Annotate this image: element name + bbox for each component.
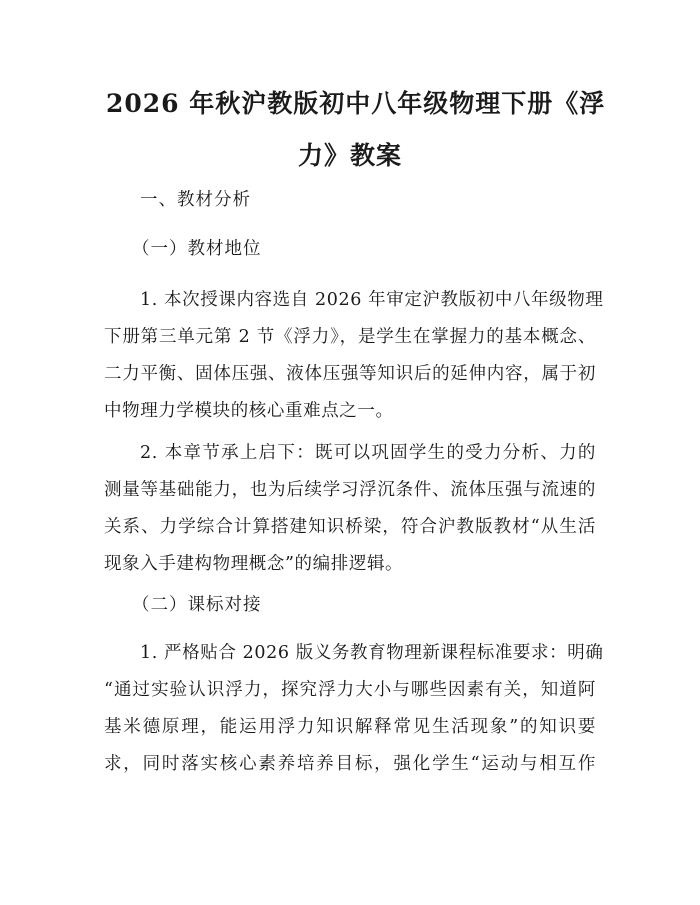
paragraph: [104, 435, 596, 583]
title-line: 力》教案: [297, 141, 402, 170]
paragraph-line: 中物理力学模块的核心重难点之一。: [104, 401, 394, 421]
paragraph-line: 下册第三单元第 2 节《浮力》，是学生在掌握力的基本概念、: [104, 327, 596, 347]
paragraph-line: 求，同时落实核心素养培养目标，强化学生“运动与相互作: [104, 754, 596, 774]
title-line: 2026 年秋沪教版初中八年级物理下册《浮: [106, 89, 606, 118]
subsection-heading: （二）课标对接: [132, 595, 262, 615]
paragraph: [104, 635, 604, 783]
paragraph-line: “通过实验认识浮力，探究浮力大小与哪些因素有关，知道阿: [104, 680, 596, 700]
subsection-heading: （一）教材地位: [132, 239, 262, 259]
paragraph-line: 测量等基础能力，也为后续学习浮沉条件、流体压强与流速的: [104, 480, 596, 500]
paragraph-line: 1. 严格贴合 2026 版义务教育物理新课程标准要求：明确: [140, 643, 604, 663]
paragraph-line: 1. 本次授课内容选自 2026 年审定沪教版初中八年级物理: [140, 290, 604, 310]
paragraph-line: 二力平衡、固体压强、液体压强等知识后的延伸内容，属于初: [104, 364, 596, 384]
paragraph-line: 基米德原理，能运用浮力知识解释常见生活现象”的知识要: [104, 717, 596, 737]
paragraph-line: 2. 本章节承上启下：既可以巩固学生的受力分析、力的: [140, 443, 596, 463]
document-title: [106, 78, 606, 182]
paragraph-line: 现象入手建构物理概念”的编排逻辑。: [104, 554, 404, 574]
paragraph: [104, 282, 604, 430]
paragraph-line: 关系、力学综合计算搭建知识桥梁，符合沪教版教材“从生活: [104, 517, 596, 537]
section-heading: 一、教材分析: [140, 190, 251, 210]
